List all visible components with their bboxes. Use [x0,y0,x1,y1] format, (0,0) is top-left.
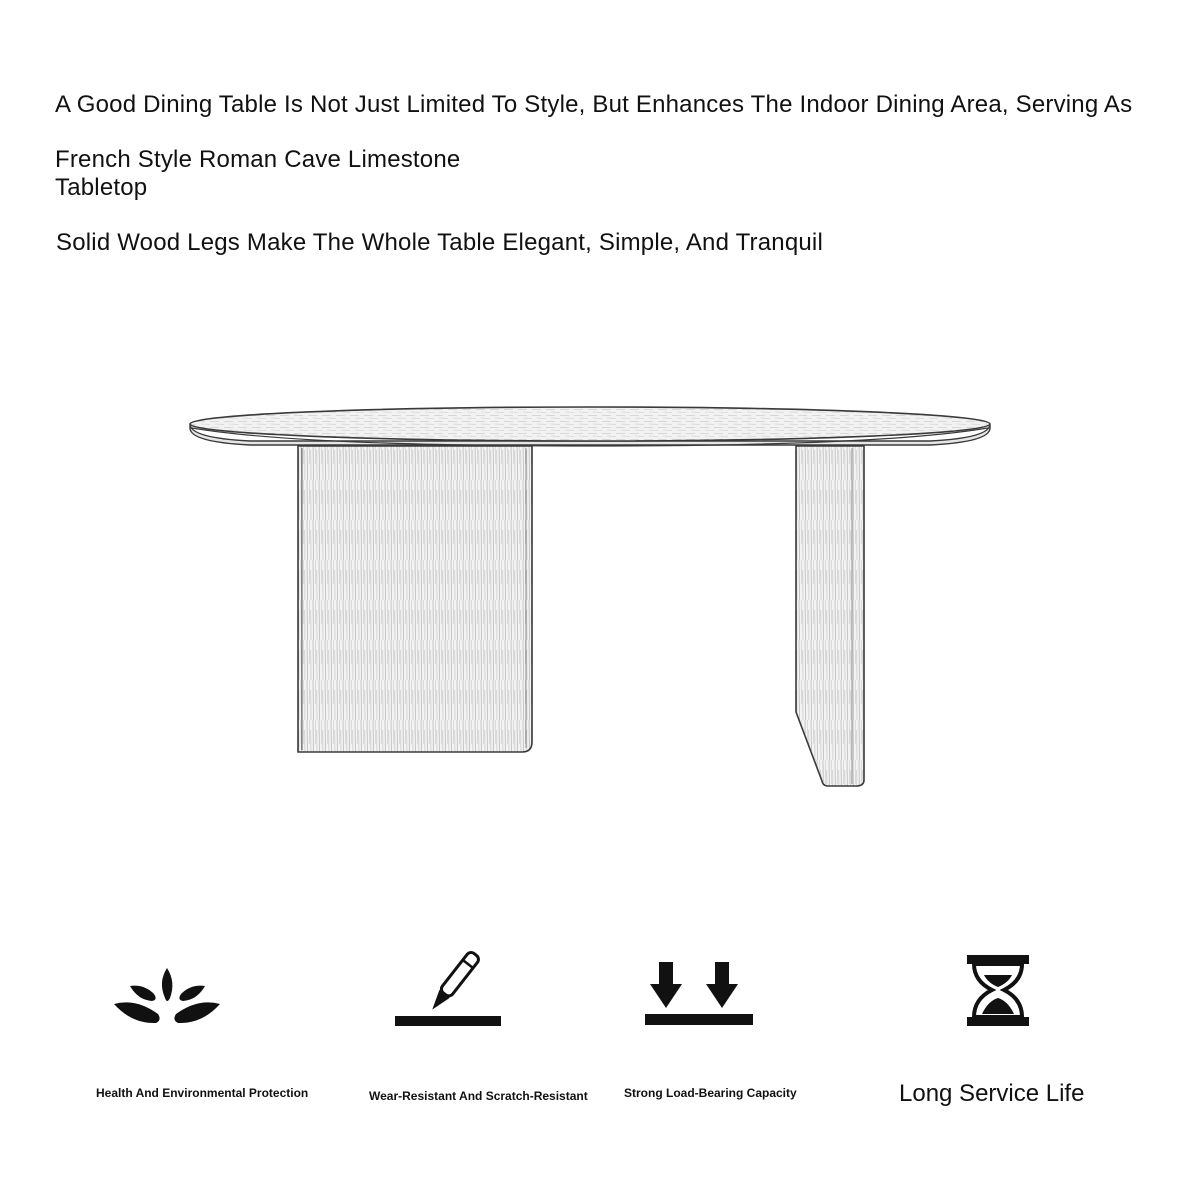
feature-label-load-bearing: Strong Load-Bearing Capacity [624,1086,797,1100]
feature-label-health: Health And Environmental Protection [96,1086,309,1100]
dining-table-illustration [0,380,1200,800]
headline-tabletop-line-2: Tabletop [55,174,148,201]
leaf-icon [110,960,225,1030]
headline-tabletop [55,146,460,202]
feature-label-wear-resistant: Wear-Resistant And Scratch-Resistant [369,1089,588,1103]
feature-label-service-life: Long Service Life [899,1080,1085,1107]
scalpel-scratch-icon [392,945,504,1030]
headline-tabletop-line-1: French Style Roman Cave Limestone [55,146,461,173]
table-leg-left [298,446,532,752]
headline-intro: A Good Dining Table Is Not Just Limited To Style, But Enhances The Indoor Dining Area, Serving As [55,91,1133,118]
table-leg-right [796,446,864,786]
table-top [190,407,990,446]
hourglass-icon [962,953,1032,1029]
headline-legs: Solid Wood Legs Make The Whole Table Elegant, Simple, And Tranquil [56,229,823,256]
down-arrows-load-icon [642,956,756,1028]
